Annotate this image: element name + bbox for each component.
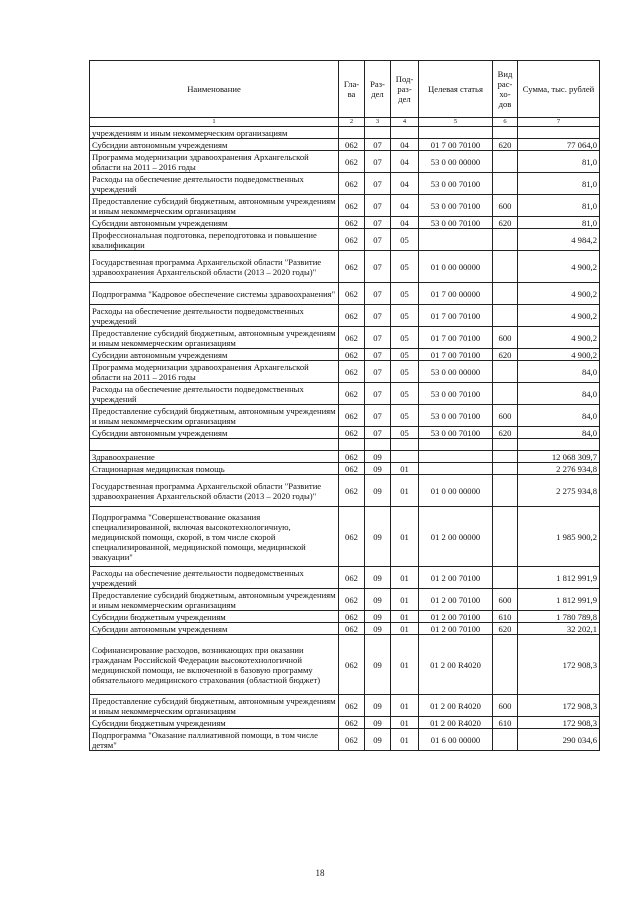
row-stat: 01 2 00 70100 [419,567,493,589]
row-vid: 620 [493,349,518,361]
row-vid [493,507,518,567]
row-podrazdel: 04 [391,139,419,151]
table-row [90,439,600,451]
col-number: 5 [419,118,493,127]
header-vid: Вид рас-хо-дов [493,61,518,118]
table-row [90,127,600,139]
row-vid: 600 [493,327,518,349]
row-podrazdel: 05 [391,361,419,383]
row-sum: 81,0 [518,217,600,229]
row-name: Субсидии бюджетным учреждениям [90,717,339,729]
row-razdel [365,439,391,451]
row-razdel: 07 [365,217,391,229]
row-vid: 620 [493,217,518,229]
row-razdel: 09 [365,463,391,475]
row-sum: 32 202,1 [518,623,600,635]
row-podrazdel: 01 [391,589,419,611]
row-razdel: 07 [365,405,391,427]
row-podrazdel: 05 [391,349,419,361]
row-vid [493,305,518,327]
row-stat: 53 0 00 00000 [419,361,493,383]
row-glava: 062 [339,349,365,361]
row-sum: 4 900,2 [518,349,600,361]
row-razdel: 07 [365,427,391,439]
header-razdel: Раз-дел [365,61,391,118]
row-vid: 620 [493,427,518,439]
row-name: Подпрограмма "Кадровое обеспечение системы здравоохранения" [90,283,339,305]
row-stat: 01 0 00 00000 [419,251,493,283]
table-row [90,427,600,439]
row-razdel: 07 [365,173,391,195]
row-razdel: 07 [365,327,391,349]
table-row [90,305,600,327]
row-razdel: 07 [365,383,391,405]
row-stat: 53 0 00 70100 [419,405,493,427]
row-podrazdel [391,127,419,139]
row-stat: 53 0 00 70100 [419,427,493,439]
table-row [90,361,600,383]
row-name: Расходы на обеспечение деятельности подведомственных учреждений [90,173,339,195]
table-row [90,507,600,567]
row-vid: 610 [493,611,518,623]
row-razdel: 09 [365,451,391,463]
row-name: Стационарная медицинская помощь [90,463,339,475]
row-sum: 4 900,2 [518,283,600,305]
row-glava: 062 [339,151,365,173]
row-vid: 600 [493,195,518,217]
row-sum: 12 068 309,7 [518,451,600,463]
row-vid [493,439,518,451]
row-glava: 062 [339,463,365,475]
row-stat: 53 0 00 70100 [419,383,493,405]
row-vid [493,729,518,751]
header-stat: Целевая статья [419,61,493,118]
table-row [90,475,600,507]
table-row [90,173,600,195]
row-sum [518,127,600,139]
table-row [90,635,600,695]
row-name: Здравоохранение [90,451,339,463]
table-row [90,589,600,611]
row-name: Предоставление субсидий бюджетным, автономным учреждениям и иным некоммерческим организациям [90,695,339,717]
row-podrazdel: 05 [391,283,419,305]
table-row [90,229,600,251]
row-razdel: 07 [365,361,391,383]
row-name: Субсидии бюджетным учреждениям [90,611,339,623]
row-glava: 062 [339,361,365,383]
table-row [90,451,600,463]
row-name [90,439,339,451]
row-podrazdel: 01 [391,695,419,717]
row-sum: 77 064,0 [518,139,600,151]
row-stat: 01 7 00 00000 [419,283,493,305]
row-stat: 01 2 00 70100 [419,623,493,635]
row-name: Подпрограмма "Совершенствование оказания специализированной, включая высокотехнологичную, медицинской помощи, скорой, в том числе скорой специализированной, медицинской помощи, медицинской эвакуации" [90,507,339,567]
row-podrazdel: 05 [391,305,419,327]
row-vid [493,451,518,463]
row-razdel: 07 [365,305,391,327]
row-glava: 062 [339,611,365,623]
row-sum: 172 908,3 [518,717,600,729]
row-glava: 062 [339,717,365,729]
budget-table [89,60,600,751]
row-glava: 062 [339,405,365,427]
row-sum: 81,0 [518,195,600,217]
row-glava: 062 [339,695,365,717]
row-glava: 062 [339,475,365,507]
table-row [90,717,600,729]
table-row [90,611,600,623]
row-sum: 172 908,3 [518,635,600,695]
table-row [90,463,600,475]
row-razdel: 07 [365,195,391,217]
table-header-row [90,61,600,118]
row-glava: 062 [339,451,365,463]
table-row [90,567,600,589]
row-name: Предоставление субсидий бюджетным, автономным учреждениям и иным некоммерческим организациям [90,589,339,611]
row-razdel: 09 [365,611,391,623]
row-podrazdel: 01 [391,567,419,589]
row-stat [419,451,493,463]
row-sum: 81,0 [518,151,600,173]
row-glava [339,127,365,139]
row-vid: 600 [493,405,518,427]
table-row [90,139,600,151]
table-row [90,349,600,361]
row-stat: 53 0 00 70100 [419,217,493,229]
row-name: Предоставление субсидий бюджетным, автономным учреждениям и иным некоммерческим организациям [90,327,339,349]
row-podrazdel: 01 [391,475,419,507]
table-row [90,383,600,405]
table-row [90,327,600,349]
table-row [90,251,600,283]
row-podrazdel: 01 [391,463,419,475]
row-name: Субсидии автономным учреждениям [90,217,339,229]
row-stat: 01 2 00 70100 [419,589,493,611]
table-row [90,623,600,635]
row-sum: 1 812 991,9 [518,567,600,589]
row-stat: 01 7 00 70100 [419,305,493,327]
header-name: Наименование [90,61,339,118]
row-vid [493,173,518,195]
row-podrazdel: 05 [391,251,419,283]
row-glava: 062 [339,327,365,349]
row-vid: 620 [493,623,518,635]
row-razdel: 09 [365,507,391,567]
table-row [90,195,600,217]
row-glava [339,439,365,451]
row-podrazdel [391,439,419,451]
row-podrazdel: 04 [391,195,419,217]
row-stat: 01 0 00 00000 [419,475,493,507]
row-razdel: 09 [365,717,391,729]
row-sum: 1 812 991,9 [518,589,600,611]
row-sum [518,439,600,451]
row-name: Государственная программа Архангельской области "Развитие здравоохранения Архангельской области (2013 – 2020 годы)" [90,251,339,283]
row-stat: 01 2 00 70100 [419,611,493,623]
header-podrazdel: Под-раз-дел [391,61,419,118]
row-glava: 062 [339,635,365,695]
row-stat: 01 6 00 00000 [419,729,493,751]
row-glava: 062 [339,305,365,327]
row-name: Программа модернизации здравоохранения Архангельской области на 2011 – 2016 годы [90,361,339,383]
row-glava: 062 [339,427,365,439]
col-number: 7 [518,118,600,127]
row-sum: 4 984,2 [518,229,600,251]
row-razdel: 07 [365,251,391,283]
row-name: Предоставление субсидий бюджетным, автономным учреждениям и иным некоммерческим организациям [90,405,339,427]
row-glava: 062 [339,195,365,217]
col-number: 3 [365,118,391,127]
row-podrazdel [391,451,419,463]
row-glava: 062 [339,251,365,283]
row-razdel: 09 [365,623,391,635]
row-glava: 062 [339,729,365,751]
row-razdel [365,127,391,139]
row-razdel: 09 [365,589,391,611]
row-stat: 01 2 00 00000 [419,507,493,567]
row-sum: 1 985 900,2 [518,507,600,567]
row-vid [493,383,518,405]
row-stat: 01 2 00 R4020 [419,695,493,717]
row-podrazdel: 01 [391,635,419,695]
row-name: Расходы на обеспечение деятельности подведомственных учреждений [90,383,339,405]
row-name: учреждениям и иным некоммерческим организациям [90,127,339,139]
row-vid: 620 [493,139,518,151]
row-podrazdel: 04 [391,217,419,229]
table-row [90,695,600,717]
row-stat: 53 0 00 00000 [419,151,493,173]
row-vid [493,463,518,475]
row-podrazdel: 01 [391,729,419,751]
row-razdel: 09 [365,695,391,717]
row-sum: 4 900,2 [518,251,600,283]
header-glava: Гла-ва [339,61,365,118]
row-razdel: 07 [365,139,391,151]
row-podrazdel: 04 [391,173,419,195]
row-stat: 01 2 00 R4020 [419,635,493,695]
row-stat [419,127,493,139]
row-sum: 1 780 789,8 [518,611,600,623]
row-name: Профессиональная подготовка, переподготовка и повышение квалификации [90,229,339,251]
row-sum: 84,0 [518,383,600,405]
row-glava: 062 [339,283,365,305]
row-name: Субсидии автономным учреждениям [90,427,339,439]
row-name: Государственная программа Архангельской области "Развитие здравоохранения Архангельской области (2013 – 2020 годы)" [90,475,339,507]
row-glava: 062 [339,623,365,635]
row-name: Программа модернизации здравоохранения Архангельской области на 2011 – 2016 годы [90,151,339,173]
col-number: 6 [493,118,518,127]
row-stat: 53 0 00 70100 [419,173,493,195]
table-row [90,729,600,751]
row-razdel: 09 [365,567,391,589]
row-name: Расходы на обеспечение деятельности подведомственных учреждений [90,567,339,589]
row-vid [493,475,518,507]
row-razdel: 09 [365,729,391,751]
row-name: Расходы на обеспечение деятельности подведомственных учреждений [90,305,339,327]
row-sum: 2 276 934,8 [518,463,600,475]
row-stat: 01 7 00 70100 [419,139,493,151]
table-row [90,283,600,305]
row-glava: 062 [339,173,365,195]
row-glava: 062 [339,507,365,567]
row-glava: 062 [339,229,365,251]
row-name: Субсидии автономным учреждениям [90,623,339,635]
row-glava: 062 [339,589,365,611]
row-vid [493,635,518,695]
row-name: Предоставление субсидий бюджетным, автономным учреждениям и иным некоммерческим организациям [90,195,339,217]
row-sum: 4 900,2 [518,327,600,349]
row-vid: 610 [493,717,518,729]
row-stat: 53 0 00 70100 [419,195,493,217]
table-row [90,151,600,173]
row-sum: 84,0 [518,361,600,383]
row-podrazdel: 05 [391,405,419,427]
row-sum: 81,0 [518,173,600,195]
row-podrazdel: 01 [391,717,419,729]
row-podrazdel: 04 [391,151,419,173]
row-name: Субсидии автономным учреждениям [90,139,339,151]
row-glava: 062 [339,139,365,151]
table-row [90,405,600,427]
col-number: 4 [391,118,419,127]
row-razdel: 07 [365,151,391,173]
row-stat: 01 7 00 70100 [419,327,493,349]
row-podrazdel: 05 [391,383,419,405]
row-vid [493,127,518,139]
row-glava: 062 [339,567,365,589]
col-number: 2 [339,118,365,127]
row-vid [493,151,518,173]
col-number: 1 [90,118,339,127]
row-sum: 84,0 [518,427,600,439]
row-razdel: 07 [365,349,391,361]
header-sum: Сумма, тыс. рублей [518,61,600,118]
row-podrazdel: 05 [391,427,419,439]
row-vid [493,229,518,251]
table-row [90,217,600,229]
row-stat [419,463,493,475]
row-razdel: 09 [365,635,391,695]
row-podrazdel: 01 [391,507,419,567]
row-name: Подпрограмма "Оказание паллиативной помощи, в том числе детям" [90,729,339,751]
row-podrazdel: 01 [391,611,419,623]
row-vid [493,361,518,383]
row-podrazdel: 05 [391,229,419,251]
row-razdel: 07 [365,229,391,251]
row-name: Софинансирование расходов, возникающих при оказании гражданам Российской Федерации высокотехнологичной медицинской помощи, не включенной в базовую программу обязательного медицинского страхования (областной бюджет) [90,635,339,695]
row-vid: 600 [493,695,518,717]
column-number-row [90,118,600,127]
table-body [90,127,600,751]
row-podrazdel: 01 [391,623,419,635]
row-stat [419,439,493,451]
row-glava: 062 [339,217,365,229]
row-glava: 062 [339,383,365,405]
row-sum: 172 908,3 [518,695,600,717]
page-number: 18 [315,868,325,878]
row-vid [493,283,518,305]
row-razdel: 09 [365,475,391,507]
row-stat: 01 7 00 70100 [419,349,493,361]
row-sum: 4 900,2 [518,305,600,327]
row-razdel: 07 [365,283,391,305]
document-page [89,60,599,751]
row-stat [419,229,493,251]
row-vid: 600 [493,589,518,611]
row-sum: 290 034,6 [518,729,600,751]
row-vid [493,567,518,589]
row-podrazdel: 05 [391,327,419,349]
row-stat: 01 2 00 R4020 [419,717,493,729]
row-name: Субсидии автономным учреждениям [90,349,339,361]
row-sum: 2 275 934,8 [518,475,600,507]
row-sum: 84,0 [518,405,600,427]
row-vid [493,251,518,283]
